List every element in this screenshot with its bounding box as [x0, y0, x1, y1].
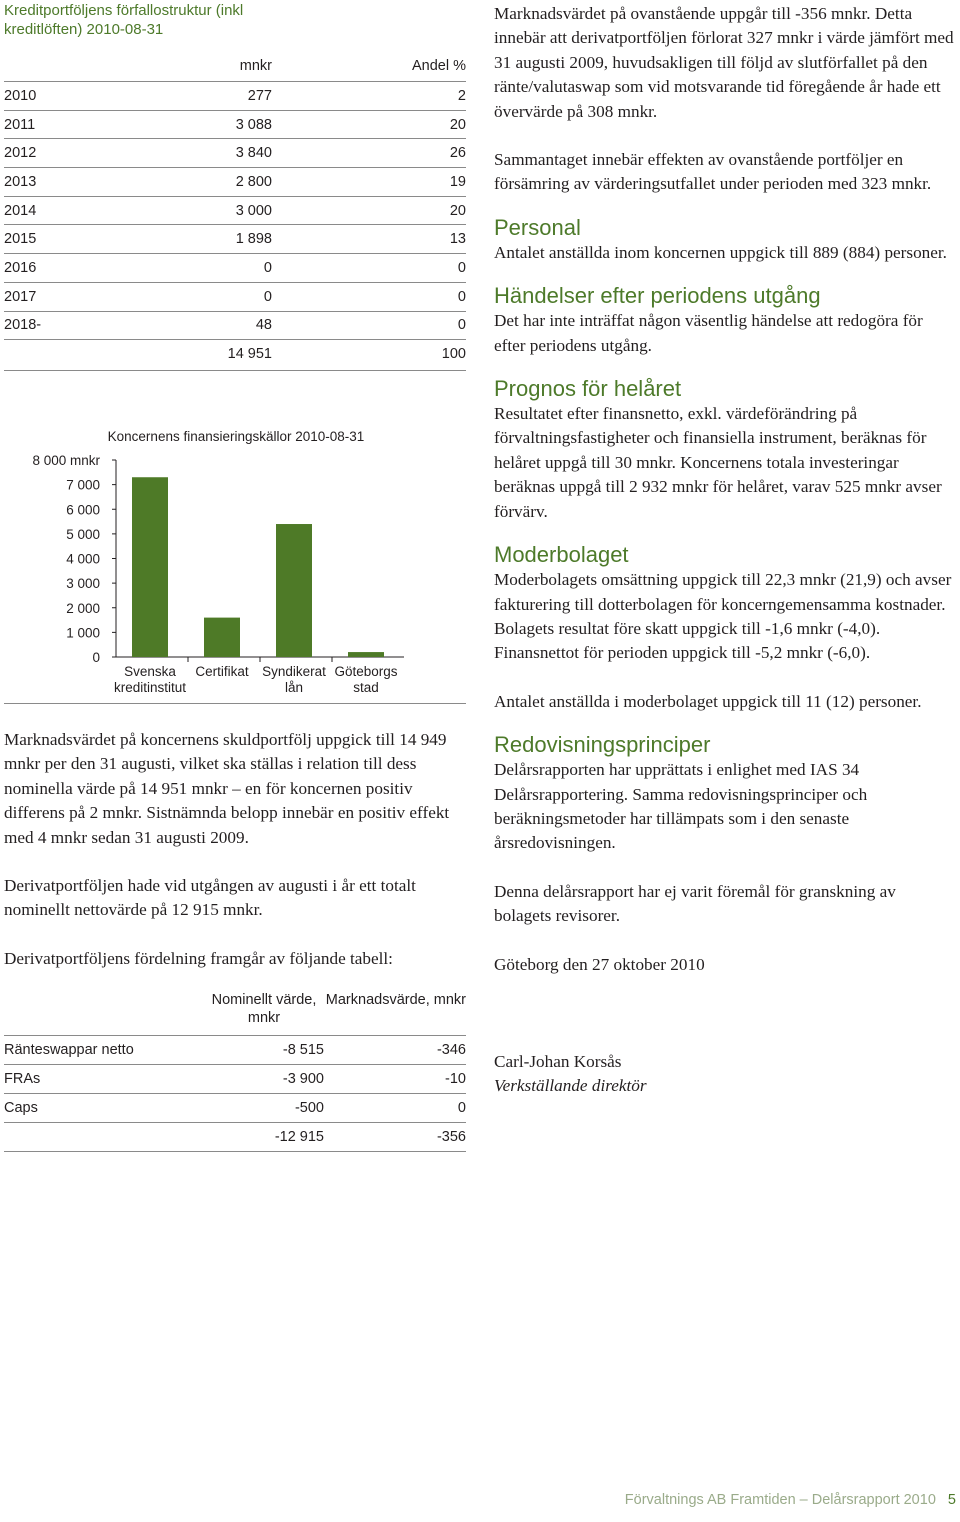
total-share: 100 — [441, 346, 466, 363]
maturity-table-total — [4, 340, 466, 368]
y-tick-label: 0 — [92, 649, 100, 665]
table-row — [4, 225, 466, 253]
row-share: 2 — [457, 87, 466, 104]
x-tick-label: stad — [353, 679, 379, 695]
deriv-row-nominal: -3 900 — [282, 1071, 324, 1088]
deriv-row-nominal: -8 515 — [282, 1042, 324, 1059]
y-tick-label: 7 000 — [66, 477, 100, 493]
y-tick-label: 5 000 — [66, 526, 100, 542]
deriv-total-nominal: -12 915 — [274, 1129, 324, 1146]
table-row — [4, 254, 466, 282]
table-row — [4, 1094, 466, 1122]
row-share: 0 — [457, 288, 466, 305]
table-row — [4, 312, 466, 340]
row-share: 0 — [457, 259, 466, 276]
row-year: 2013 — [4, 173, 37, 190]
deriv-row-label: Caps — [4, 1100, 38, 1117]
x-tick-label: kreditinstitut — [113, 679, 187, 695]
x-tick-label: Certifikat — [195, 663, 249, 679]
x-tick-label: lån — [284, 679, 304, 695]
financing-chart-svg — [4, 393, 466, 703]
header-mnkr: mnkr — [239, 58, 272, 74]
section-heading: Moderbolaget — [494, 542, 629, 568]
y-tick-label: 8 000 mnkr — [32, 452, 100, 468]
x-tick-label: Syndikerat — [262, 663, 326, 679]
section-heading: Personal — [494, 214, 581, 240]
deriv-row-label: Ränteswappar netto — [4, 1042, 134, 1059]
row-mnkr: 0 — [263, 259, 272, 276]
row-mnkr: 2 800 — [235, 173, 272, 190]
left-column — [4, 0, 466, 1152]
section-paragraph: Resultatet efter finansnetto, exkl. värdeförändring på förvaltningsfastigheter och finansiella instrument, beräknas för helåret uppgå till 30 mnkr. Koncernens totala investeringar beräknas uppgå till 2 932 mnkr för helåret, varav 525 mnkr avser förvärv. — [494, 404, 942, 521]
signer-name: Carl-Johan Korsås — [494, 1051, 622, 1071]
row-year: 2015 — [4, 231, 37, 248]
header-share: Andel % — [411, 58, 466, 74]
derivative-table — [4, 991, 466, 1152]
bar-3 — [348, 652, 384, 657]
section-paragraph: Moderbolagets omsättning uppgick till 22,3 mnkr (21,9) och avser fakturering till dotterbolagen för koncerngemensamma kostnader. Bolagets resultat före skatt uppgick till -1,6 mnkr (-4,0). Finansnettot för perioden uppgick till -5,2 mnkr (-6,0). — [494, 570, 952, 663]
row-share: 20 — [449, 202, 466, 219]
row-mnkr: 3 840 — [235, 145, 272, 162]
y-tick-label: 2 000 — [66, 600, 100, 616]
section-heading: Prognos för helåret — [494, 376, 682, 402]
table-row — [4, 82, 466, 110]
deriv-header-market: Marknadsvärde, mnkr — [325, 992, 466, 1009]
row-mnkr: 277 — [247, 87, 272, 104]
section-paragraph: Antalet anställda i moderbolaget uppgick till 11 (12) personer. — [494, 691, 922, 711]
section-heading: Redovisningsprinciper — [494, 732, 711, 758]
x-tick-label: Svenska — [124, 663, 176, 679]
row-year: 2018- — [4, 317, 42, 334]
row-share: 0 — [457, 317, 466, 334]
x-tick-label: Göteborgs — [334, 663, 398, 679]
row-mnkr: 1 898 — [235, 231, 272, 248]
right-paragraph: Sammantaget innebär effekten av ovanstående portföljer en försämring av värderingsutfallet under perioden med 323 mnkr. — [494, 150, 932, 194]
deriv-row-label: FRAs — [4, 1071, 41, 1088]
row-year: 2012 — [4, 145, 37, 162]
maturity-table — [4, 51, 466, 371]
right-column — [494, 0, 956, 1099]
y-tick-label: 1 000 — [66, 625, 100, 641]
signer-title: Verkställande direktör — [494, 1076, 647, 1096]
row-mnkr: 3 000 — [235, 202, 272, 219]
left-paragraph: Derivatportföljens fördelning framgår av följande tabell: — [4, 948, 393, 968]
table-row — [4, 1065, 466, 1093]
row-year: 2010 — [4, 87, 37, 104]
section-paragraph: Denna delårsrapport har ej varit föremål för granskning av bolagets revisorer. — [494, 881, 896, 926]
row-mnkr: 48 — [255, 317, 272, 334]
row-share: 19 — [449, 173, 466, 190]
table-row — [4, 111, 466, 139]
section-heading: Händelser efter periodens utgång — [494, 283, 821, 309]
right-paragraph: Marknadsvärdet på ovanstående uppgår till -356 mnkr. Detta innebär att derivatportföljen förlorat 327 mnkr i värde jämfört med 31 augusti 2009, huvudsakligen till följd av slutförfallet på den ränte/valutaswap som vid motsvarande tid föregående år hade ett övervärde på 308 mnkr. — [494, 4, 954, 121]
row-year: 2017 — [4, 288, 37, 305]
maturity-table-header — [4, 51, 466, 81]
maturity-table-title: Kreditportföljens förfallostruktur (inkl kreditlöften) 2010-08-31 — [4, 2, 244, 38]
left-paragraph: Marknadsvärdet på koncernens skuldportfölj uppgick till 14 949 mnkr per den 31 augusti, vilket ska ställas i relation till dess nominella värde på 14 951 mnkr – en för koncernen positiv differens på 2 mnkr. Sistnämnda belopp innebär en positiv effekt med 4 mnkr sedan 31 augusti 2009. — [4, 729, 450, 847]
financing-chart — [4, 393, 466, 703]
deriv-row-market: -10 — [445, 1071, 466, 1088]
row-mnkr: 0 — [263, 288, 272, 305]
bar-2 — [276, 524, 312, 657]
y-tick-label: 6 000 — [66, 502, 100, 518]
section-paragraph: Antalet anställda inom koncernen uppgick till 889 (884) personer. — [494, 242, 947, 262]
chart-title: Koncernens finansieringskällor 2010-08-31 — [107, 428, 365, 444]
page-footer — [625, 1492, 956, 1508]
y-tick-label: 3 000 — [66, 576, 100, 591]
deriv-header-blank — [4, 991, 204, 1035]
deriv-header-nominal: Nominellt värde, mnkr — [211, 992, 317, 1027]
row-mnkr: 3 088 — [235, 116, 272, 133]
bar-0 — [132, 477, 168, 657]
deriv-row-market: -346 — [436, 1042, 466, 1059]
y-tick-label: 4 000 — [66, 551, 100, 567]
section-paragraph: Delårsrapporten har upprättats i enlighet med IAS 34 Delårsrapportering. Samma redovisningsprinciper och beräkningsmetoder har tillämpats som i den senaste årsredovisningen. — [494, 760, 868, 853]
deriv-row-market: 0 — [457, 1100, 466, 1117]
section-paragraph: Det har inte inträffat någon väsentlig händelse att redogöra för efter periodens utgång. — [494, 311, 923, 355]
row-year: 2014 — [4, 202, 37, 219]
footer-text: Förvaltnings AB Framtiden – Delårsrapport 2010 — [624, 1492, 936, 1508]
table-row — [4, 283, 466, 311]
page-number: 5 — [947, 1492, 956, 1508]
deriv-total-market: -356 — [436, 1129, 466, 1146]
row-share: 13 — [449, 231, 466, 248]
derivative-table-header — [4, 991, 466, 1035]
table-row — [4, 197, 466, 225]
row-year: 2016 — [4, 259, 37, 276]
row-share: 20 — [449, 116, 466, 133]
row-share: 26 — [449, 145, 466, 162]
total-mnkr: 14 951 — [227, 346, 272, 363]
table-row — [4, 168, 466, 196]
table-row — [4, 1036, 466, 1064]
table-row — [4, 139, 466, 167]
deriv-row-nominal: -500 — [294, 1100, 324, 1117]
bar-1 — [204, 617, 240, 656]
left-paragraph: Derivatportföljen hade vid utgången av augusti i år ett totalt nominellt nettovärde på 12 915 mnkr. — [4, 875, 416, 920]
row-year: 2011 — [4, 116, 36, 133]
derivative-table-total — [4, 1123, 466, 1151]
place-date: Göteborg den 27 oktober 2010 — [494, 954, 705, 974]
